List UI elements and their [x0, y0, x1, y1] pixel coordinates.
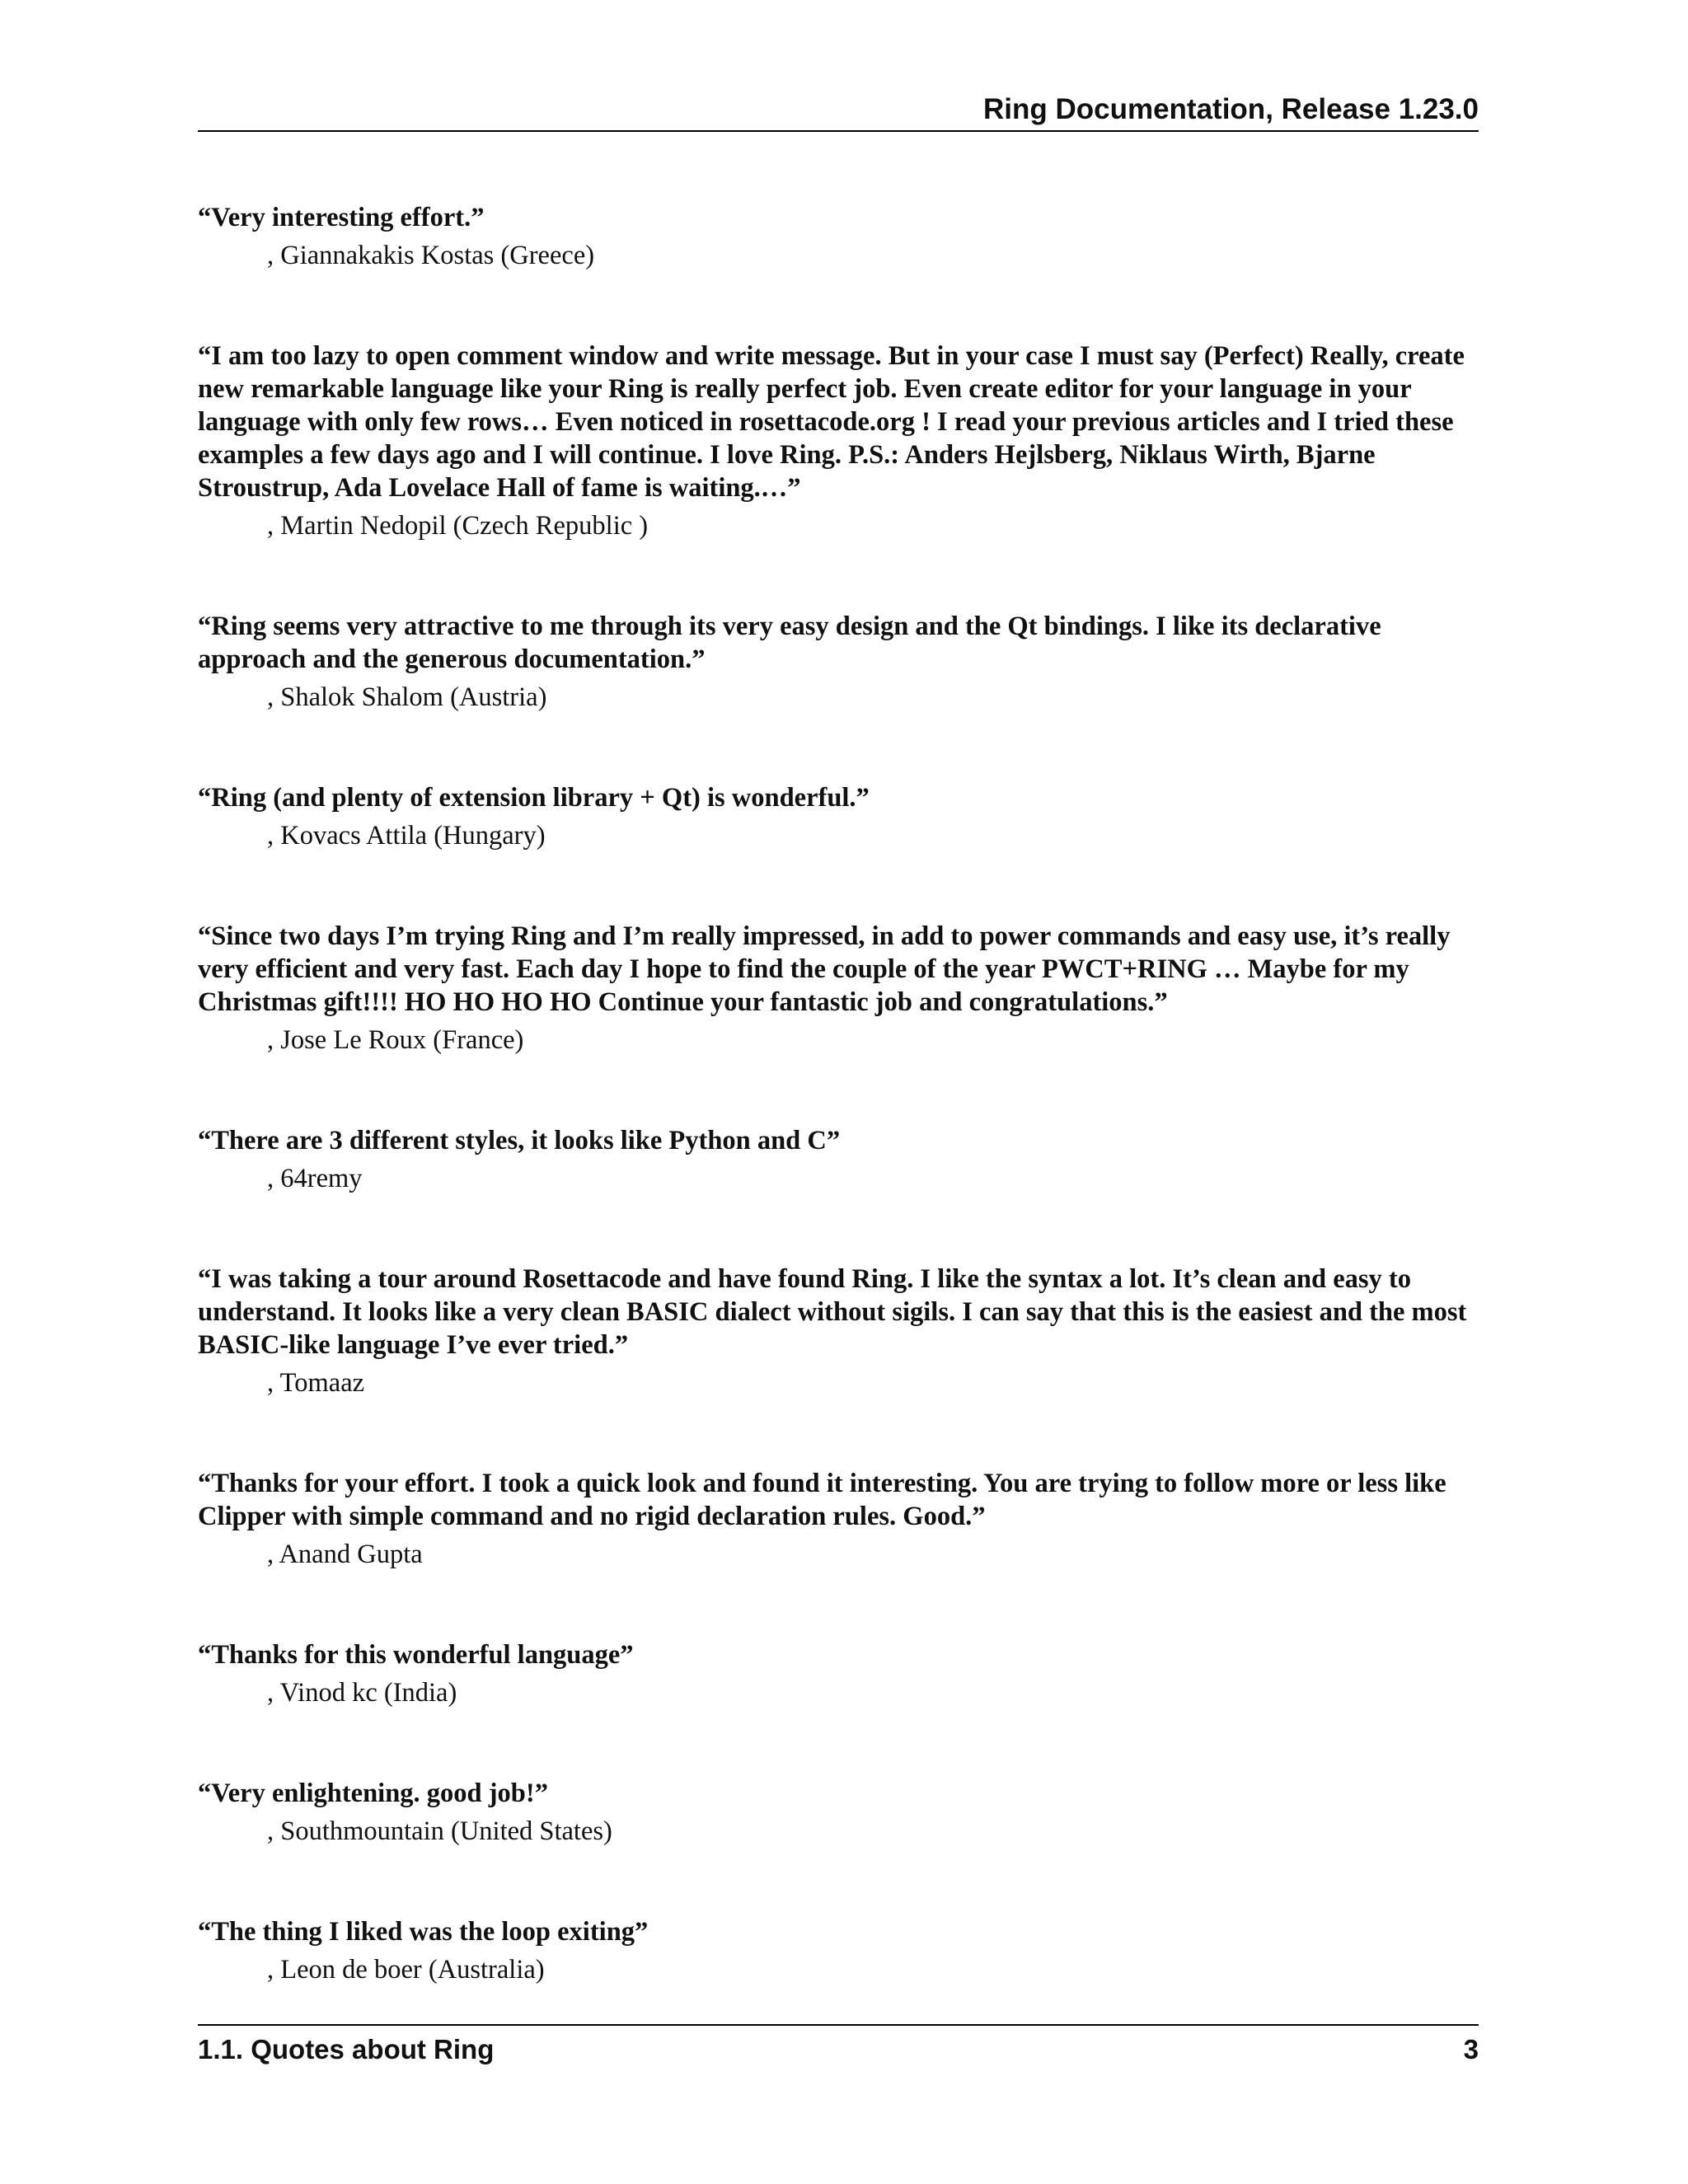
quote-text: “Very interesting effort.”	[198, 203, 485, 232]
quote-author: , Jose Le Roux (France)	[267, 1025, 524, 1055]
quote-text: “I was taking a tour around Rosettacode and have found Ring. I like the syntax a lot. It’s clean and easy to understand. It looks like a very clean BASIC dialect without sigils. I can say that this is the easiest and the most BASIC-like language I’ve ever tried.”	[198, 1264, 1467, 1360]
quote-item	[198, 1638, 1479, 1709]
quote-item	[198, 340, 1479, 542]
quote-item	[198, 1124, 1479, 1195]
quote-author: , Leon de boer (Australia)	[267, 1955, 545, 1985]
quote-text: “I am too lazy to open comment window and write message. But in your case I must say (Perfect) Really, create new remarkable language like your Ring is really perfect job. Even create editor for your language in your language with only few rows… Even noticed in rosettacode.org ! I read your previous articles and I tried these examples a few days ago and I will continue. I love Ring. P.S.: Anders Hejlsberg, Niklaus Wirth, Bjarne Stroustrup, Ada Lovelace Hall of fame is waiting.…”	[198, 341, 1465, 503]
quote-text: “Ring (and plenty of extension library + Qt) is wonderful.”	[198, 783, 870, 813]
page-header	[198, 89, 1479, 132]
quote-text: “Thanks for this wonderful language”	[198, 1640, 634, 1670]
quote-text: “There are 3 different styles, it looks like Python and C”	[198, 1126, 841, 1155]
quote-author: , Anand Gupta	[267, 1540, 423, 1569]
quote-author: , Southmountain (United States)	[267, 1816, 612, 1846]
page-footer	[198, 2024, 1479, 2072]
quote-author: , 64remy	[267, 1164, 363, 1193]
quote-author: , Kovacs Attila (Hungary)	[267, 821, 546, 851]
quote-text: “Very enlightening. good job!”	[198, 1779, 548, 1808]
quote-item	[198, 1467, 1479, 1571]
quote-item	[198, 201, 1479, 272]
quote-item	[198, 781, 1479, 852]
quote-author: , Giannakakis Kostas (Greece)	[267, 241, 595, 270]
page-number: 3	[1463, 2034, 1479, 2064]
section-title: 1.1. Quotes about Ring	[198, 2034, 495, 2064]
quote-author: , Martin Nedopil (Czech Republic )	[267, 511, 649, 541]
quote-text: “Since two days I’m trying Ring and I’m really impressed, in add to power commands and easy use, it’s really very efficient and very fast. Each day I hope to find the couple of the year PWCT+RING … Maybe for my Christmas gift!!!! HO HO HO HO Continue your fantastic job and congratulations.”	[198, 921, 1451, 1017]
quote-author: , Tomaaz	[267, 1368, 365, 1398]
quote-item	[198, 1263, 1479, 1399]
quote-item	[198, 1915, 1479, 1986]
quote-item	[198, 610, 1479, 714]
quote-author: , Vinod kc (India)	[267, 1678, 457, 1708]
document-title: Ring Documentation, Release 1.23.0	[982, 93, 1479, 125]
quote-item	[198, 920, 1479, 1057]
quote-text: “Thanks for your effort. I took a quick look and found it interesting. You are trying to follow more or less like Clipper with simple command and no rigid declaration rules. Good.”	[198, 1469, 1447, 1531]
quotes-list	[198, 201, 1479, 2054]
quote-text: “Ring seems very attractive to me through its very easy design and the Qt bindings. I like its declarative approach and the generous documentation.”	[198, 612, 1381, 674]
quote-text: “The thing I liked was the loop exiting”	[198, 1917, 649, 1947]
quote-item	[198, 1777, 1479, 1848]
quote-author: , Shalok Shalom (Austria)	[267, 682, 547, 712]
